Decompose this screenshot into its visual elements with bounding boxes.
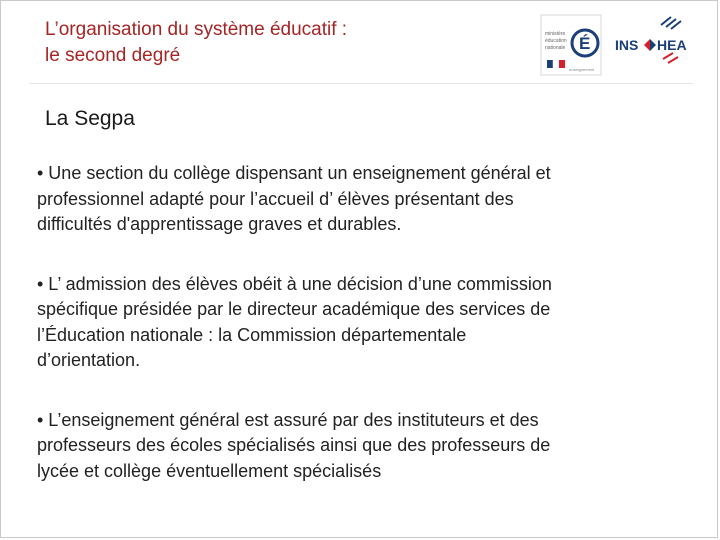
header-title <box>45 17 347 69</box>
bullet-3-line-1: • L’enseignement général est assuré par des instituteurs et des <box>37 409 539 430</box>
header-title-line-1: L’organisation du système éducatif : <box>45 19 348 40</box>
ministry-logo <box>541 15 601 75</box>
bullet-2-line-3: l’Éducation nationale : la Commission départementale <box>37 324 467 345</box>
bullet-list <box>37 161 687 518</box>
bullet-2-line-1: • L’ admission des élèves obéit à une décision d’une commission <box>37 273 552 294</box>
bullet-2-line-2: spécifique présidée par le directeur académique des services de <box>37 299 551 319</box>
ministry-text-1: ministère <box>545 31 566 37</box>
inshea-left-text: INS <box>615 37 639 53</box>
bullet-item-1 <box>37 161 687 238</box>
ministry-text-2: éducation <box>545 38 567 44</box>
inshea-arrow-icon <box>644 39 650 51</box>
logos <box>539 13 699 77</box>
bullet-1-line-2: professionnel adapté pour l’accueil d’ élèves présentant des <box>37 188 514 209</box>
bullet-1-line-1: • Une section du collège dispensant un enseignement général et <box>37 163 551 183</box>
inshea-right-text: HEA <box>657 37 687 53</box>
inshea-logo <box>615 17 687 63</box>
slide-header <box>1 1 717 81</box>
section-title: La Segpa <box>45 107 135 130</box>
ministry-caption: enseignement <box>569 67 595 72</box>
bullet-item-3 <box>37 408 687 485</box>
ministry-e-mark: É <box>579 34 591 53</box>
bullet-item-2 <box>37 272 687 374</box>
bullet-2-line-4: d’orientation. <box>37 350 141 370</box>
bullet-1-line-3: difficultés d'apprentissage graves et durables. <box>37 214 402 234</box>
header-title-line-2: le second degré <box>45 45 181 66</box>
ministry-text-3: nationale <box>545 45 566 51</box>
bullet-3-line-2: professeurs des écoles spécialisés ainsi que des professeurs de <box>37 435 551 455</box>
bullet-3-line-3: lycée et collège éventuellement spécialisés <box>37 460 382 481</box>
header-divider <box>29 83 693 84</box>
